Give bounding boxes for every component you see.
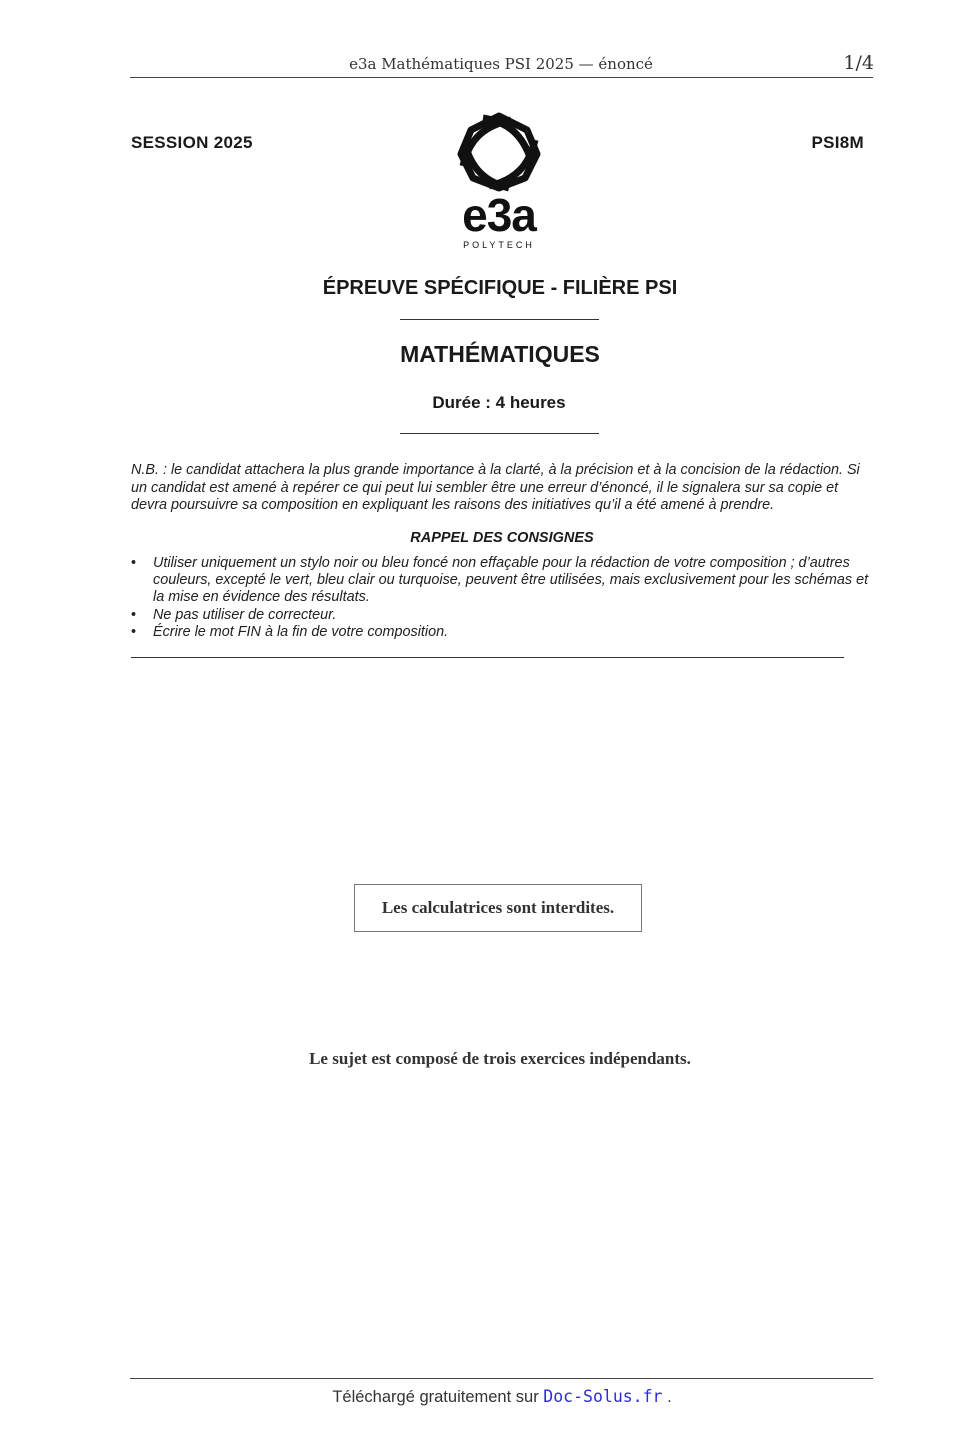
rule-item (131, 555, 876, 607)
rule-text: Utiliser uniquement un stylo noir ou bleu foncé non effaçable pour la rédaction de votre composition ; d’autres couleurs, excepté le vert, bleu clair ou turquoise, peuvent être utilisées, mais exclusivement pour les schémas et la mise en évidence des résultats. (153, 555, 869, 606)
footer-suffix: . (662, 1388, 672, 1406)
rule-text: Ne pas utiliser de correcteur. (153, 606, 337, 623)
nb-paragraph: N.B. : le candidat attachera la plus grande importance à la clarté, à la précision et à la concision de la rédaction. Si un candidat est amené à repérer ce qui peut lui sembler être une erreur d’énoncé, il le signalera sur sa copie et devra poursuivre sa composition en expliquant les raisons des initiatives qu’il a été amené à prendre. (131, 462, 860, 513)
exam-duration: Durée : 4 heures (432, 393, 566, 412)
exam-code: PSI8M (811, 133, 864, 152)
duration-divider (400, 433, 599, 434)
bullet: • (131, 606, 137, 623)
session-label: SESSION 2025 (131, 133, 253, 152)
rule-item (131, 607, 876, 624)
notice-divider (131, 657, 844, 658)
bullet: • (131, 555, 137, 571)
page-number: 1/4 (843, 52, 874, 74)
logo-wordmark: e3a (462, 189, 536, 241)
title-divider (400, 319, 599, 320)
exam-title: ÉPREUVE SPÉCIFIQUE - FILIÈRE PSI (322, 277, 678, 299)
footer-prefix: Téléchargé gratuitement sur (332, 1388, 544, 1406)
composition-note: Le sujet est composé de trois exercices indépendants. (309, 1049, 691, 1068)
rule-text: Écrire le mot FIN à la fin de votre composition. (153, 623, 449, 640)
calculator-notice: Les calculatrices sont interdites. (381, 898, 615, 917)
footer-divider (130, 1378, 873, 1379)
doc-solus-link[interactable]: Doc-Solus.fr (543, 1387, 663, 1406)
rule-item (131, 624, 876, 641)
header-divider (130, 77, 873, 78)
logo-subtitle: POLYTECH (463, 240, 535, 250)
rappel-heading: RAPPEL DES CONSIGNES (410, 530, 594, 546)
bullet: • (131, 623, 137, 640)
footer (0, 1387, 980, 1407)
subject-title: MATHÉMATIQUES (400, 341, 600, 367)
rules-list (131, 555, 876, 641)
running-header-title: e3a Mathématiques PSI 2025 — énoncé (349, 55, 653, 73)
